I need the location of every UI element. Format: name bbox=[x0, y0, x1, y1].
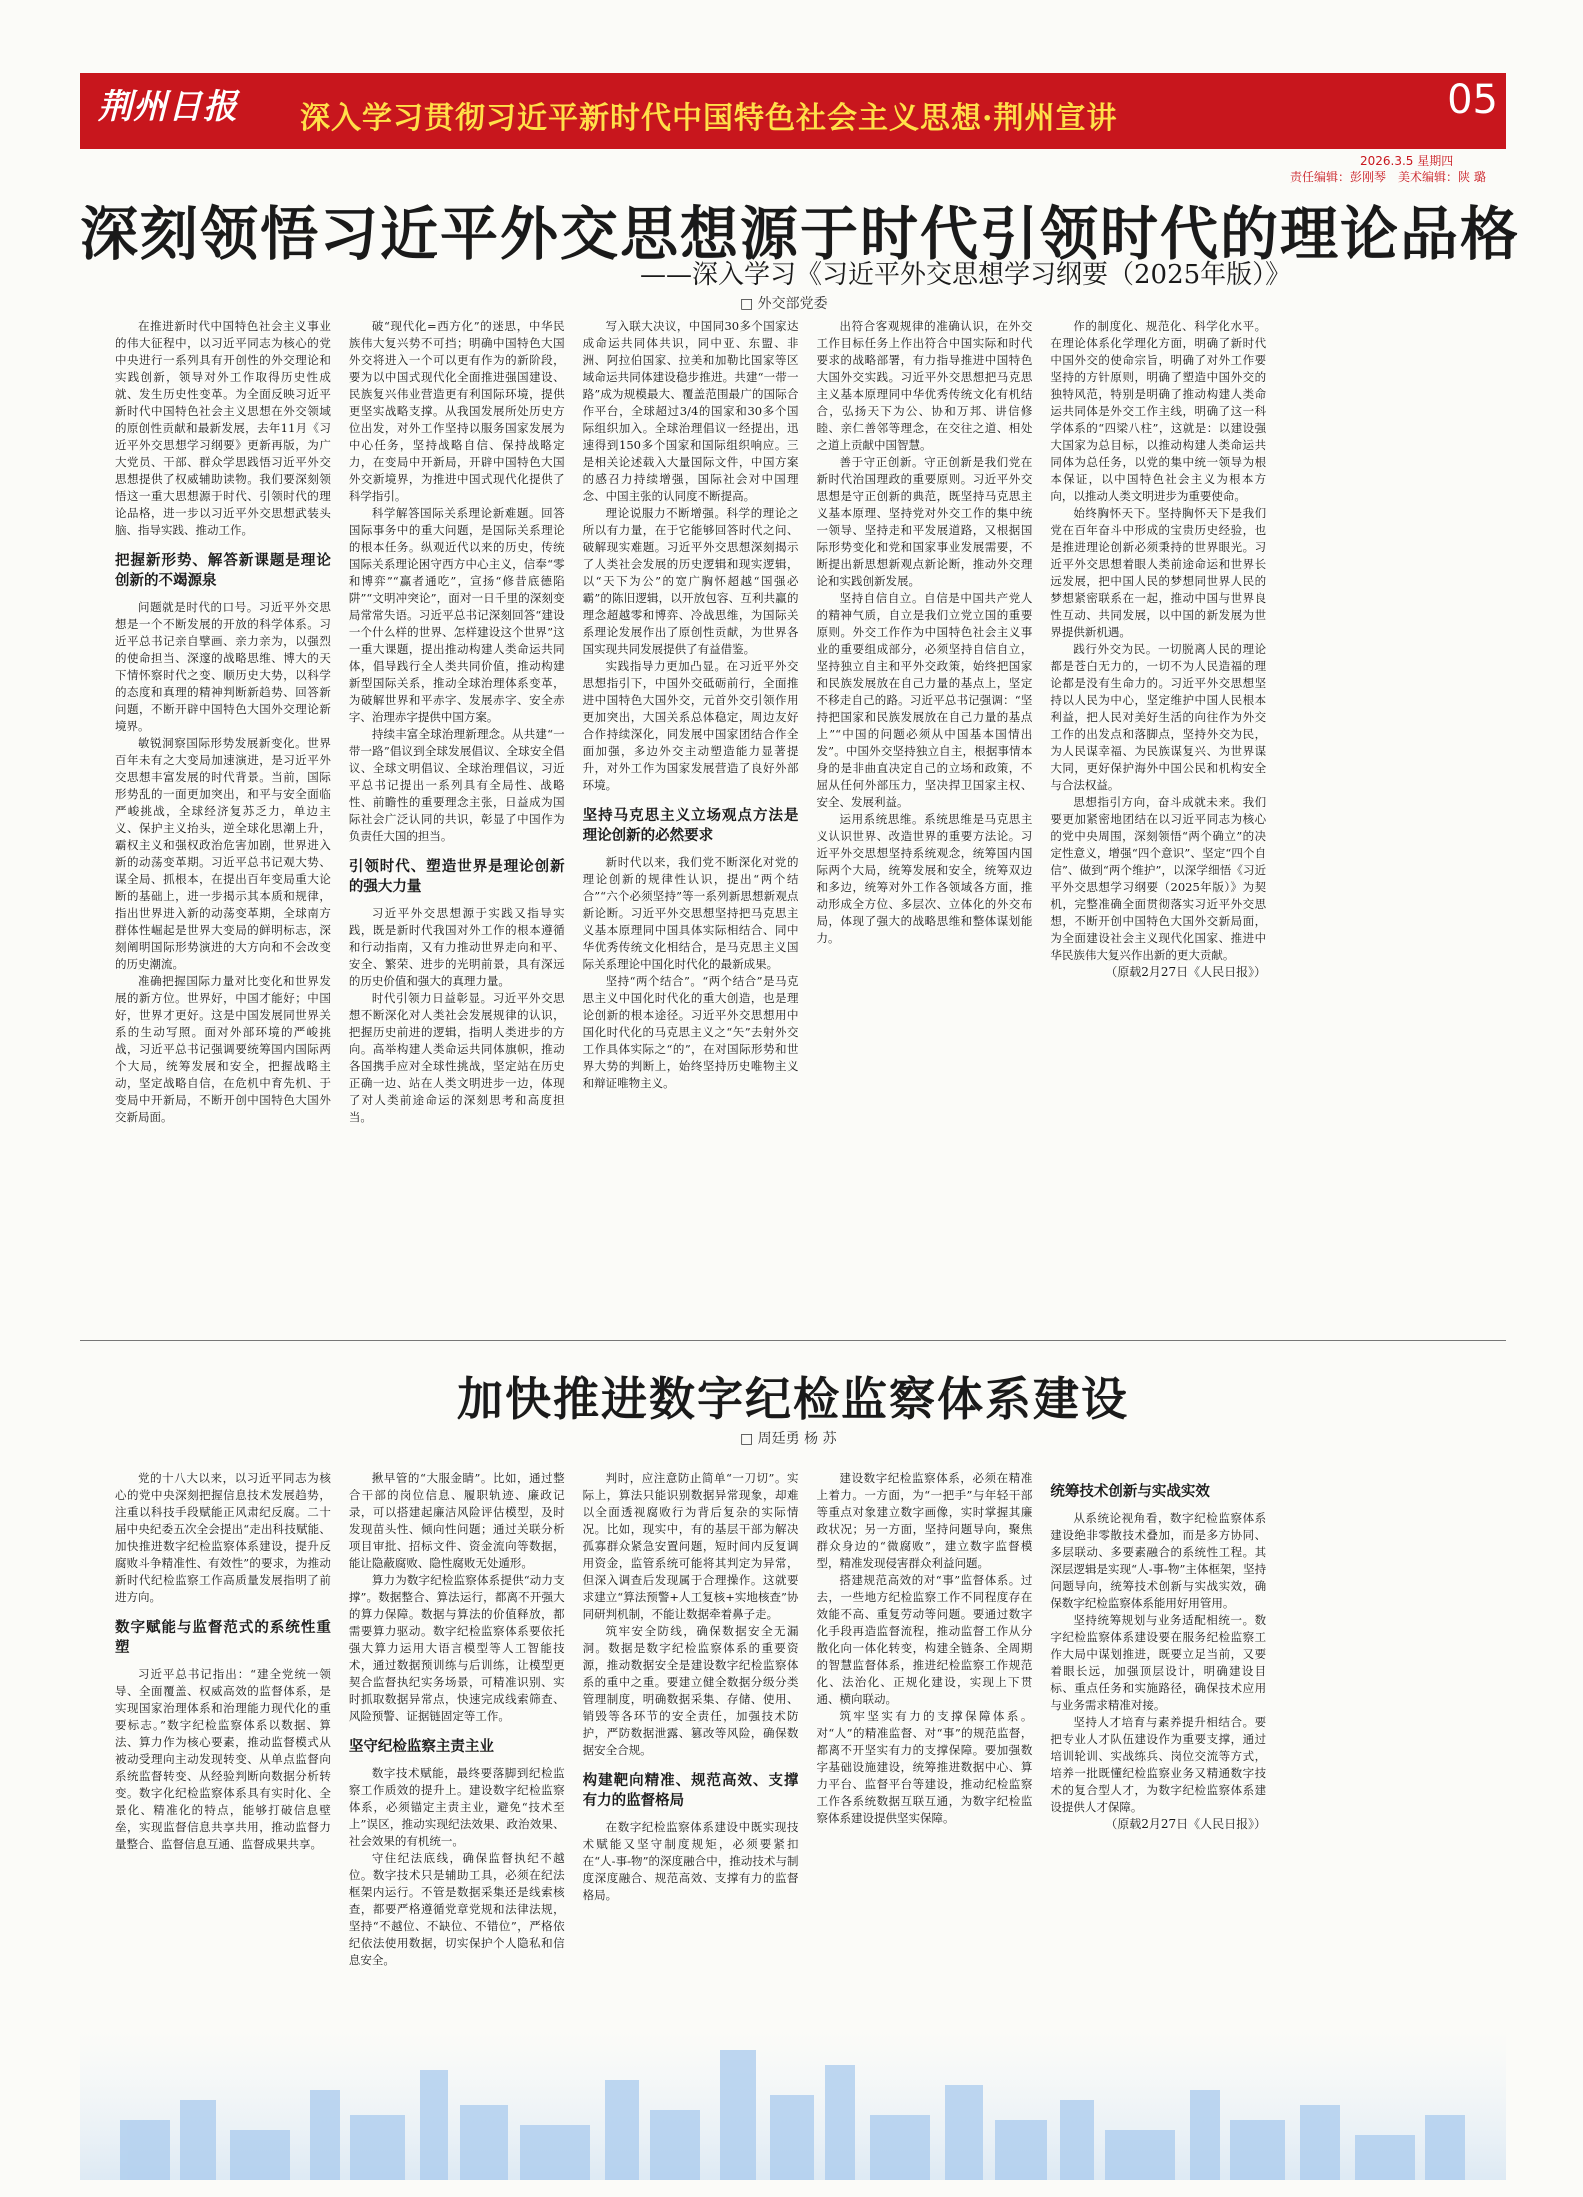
paragraph: 坚持“两个结合”。“两个结合”是马克思主义中国化时代化的重大创造，也是理论创新的根本途径。习近平外交思想用中国化时代化的马克思主义之“矢”去射外交工作具体实际之“的”，在对国际形势和世界大势的判断上，始终坚持历史唯物主义和辩证唯物主义。 bbox=[582, 974, 799, 1090]
article2-column bbox=[816, 1470, 1032, 2015]
section-heading: 坚持马克思主义立场观点方法是理论创新的必然要求 bbox=[582, 808, 799, 844]
paragraph: 搭建规范高效的对“事”监督体系。过去，一些地方纪检监察工作不同程度存在效能不高、重复劳动等问题。要通过数字化手段再造监督流程，推动监督工作从分散化向一体化转变，构建全链条、全周期的智慧监督体系，推进纪检监察工作规范化、法治化、正规化建设，实现上下贯通、横向联动。 bbox=[816, 1573, 1033, 1706]
article1-column bbox=[1050, 318, 1266, 1330]
article1-column bbox=[349, 318, 565, 1330]
paragraph: 持续丰富全球治理新理念。从共建“一带一路”倡议到全球发展倡议、全球安全倡议、全球文明倡议、全球治理倡议，习近平总书记提出一系列具有全局性、战略性、前瞻性的重要理念主张，日益成为国际社会广泛认同的共识，彰显了中国作为负责任大国的担当。 bbox=[348, 727, 565, 843]
paragraph: 思想指引方向，奋斗成就未来。我们要更加紧密地团结在以习近平同志为核心的党中央周围，深刻领悟“两个确立”的决定性意义，增强“四个意识”、坚定“四个自信”、做到“两个维护”，以深学细悟《习近平外交思想学习纲要（2025年版）》为契机，完整准确全面贯彻落实习近平外交思想，不断开创中国特色大国外交新局面，为全面建设社会主义现代化国家、推进中华民族伟大复兴作出新的更大贡献。 bbox=[1050, 795, 1267, 962]
section-heading: 统筹技术创新与实战实效 bbox=[1050, 1484, 1210, 1500]
paragraph: 坚持人才培育与素养提升相结合。要把专业人才队伍建设作为重要支撑，通过培训轮训、实战练兵、岗位交流等方式，培养一批既懂纪检监察业务又精通数字技术的复合型人才，为数字纪检监察体系建设提供人才保障。 bbox=[1050, 1715, 1267, 1814]
paragraph: 算力为数字纪检监察体系提供“动力支撑”。数据整合、算法运行，都离不开强大的算力保障。数据与算法的价值释放，都需要算力驱动。数字纪检监察体系要依托强大算力运用大语言模型等人工智能技术，通过数据预训练与后训练，让模型更契合监督执纪实务场景，可精准识别、实时抓取数据异常点，快速完成线索筛查、风险预警、证据链固定等工作。 bbox=[348, 1573, 565, 1723]
paragraph: 践行外交为民。一切脱离人民的理论都是苍白无力的，一切不为人民造福的理论都是没有生命力的。习近平外交思想坚持以人民为中心，坚定维护中国人民根本利益，把人民对美好生活的向往作为外交工作的出发点和落脚点，坚持外交为民，为人民谋幸福、为民族谋复兴、为世界谋大同，更好保护海外中国公民和机构安全与合法权益。 bbox=[1050, 642, 1267, 792]
paragraph: 坚持统筹规划与业务适配相统一。数字纪检监察体系建设要在服务纪检监察工作大局中谋划推进，既要立足当前，又要着眼长远，加强顶层设计，明确建设目标、重点任务和实施路径，确保技术应用与业务需求精准对接。 bbox=[1050, 1613, 1267, 1712]
paragraph: 从系统论视角看，数字纪检监察体系建设绝非零散技术叠加，而是多方协同、多层联动、多要素融合的系统性工程。其深层逻辑是实现“人-事-物”主体框架，坚持问题导向，统筹技术创新与实战实效，确保数字纪检监察体系能用好用管用。 bbox=[1050, 1511, 1267, 1610]
section-heading: 构建靶向精准、规范高效、支撑有力的监督格局 bbox=[582, 1773, 799, 1809]
paragraph: 作的制度化、规范化、科学化水平。在理论体系化学理化方面，明确了新时代中国外交的使命宗旨，明确了对外工作要坚持的方针原则，明确了塑造中国外交的独特风范，特别是明确了推动构建人类命运共同体是外交工作主线，明确了这一科学体系的“四梁八柱”，这就是：以建设强大国家为总目标，以推动构建人类命运共同体为总任务，以党的集中统一领导为根本保证，以中国特色社会主义为根本方向，以推动人类文明进步为重要使命。 bbox=[1050, 319, 1267, 503]
top-rule bbox=[80, 148, 1506, 149]
paragraph: 写入联大决议，中国同30多个国家达成命运共同体共识，同中亚、东盟、非洲、阿拉伯国家、拉美和加勒比国家等区域命运共同体建设稳步推进。共建“一带一路”成为规模最大、覆盖范围最广的国际合作平台，全球超过3/4的国家和30多个国际组织加入。全球治理倡议一经提出，迅速得到150多个国家和国际组织响应。三是相关论述载入大量国际文件，中国方案的感召力持续增强，国际社会对中国理念、中国主张的认同度不断提高。 bbox=[582, 319, 799, 503]
paragraph: 破“现代化=西方化”的迷思，中华民族伟大复兴势不可挡；明确中国特色大国外交将进入一个可以更有作为的新阶段，要为以中国式现代化全面推进强国建设、民族复兴伟业营造更有利国际环境，提供更坚实战略支撑。从我国发展所处历史方位出发，对外工作坚持以服务国家发展为中心任务，坚持战略自信、保持战略定力，在变局中开新局，开辟中国特色大国外交新境界，为推进中国式现代化提供了科学指引。 bbox=[348, 319, 565, 503]
article2-headline: 加快推进数字纪检监察体系建设 bbox=[457, 1372, 1129, 1426]
article2-column bbox=[1050, 1470, 1266, 2015]
article1-column-spacer bbox=[1284, 318, 1500, 1330]
edition-date: 2026.3.5 星期四 bbox=[1360, 154, 1454, 168]
paragraph: 守住纪法底线，确保监督执纪不越位。数字技术只是辅助工具，必须在纪法框架内运行。不管是数据采集还是线索核查，都要严格遵循党章党规和法律法规，坚持“不越位、不缺位、不错位”，严格依纪依法使用数据，切实保护个人隐私和信息安全。 bbox=[348, 1851, 565, 1967]
paragraph: 问题就是时代的口号。习近平外交思想是一个不断发展的开放的科学体系。习近平总书记亲自擘画、亲力亲为，以强烈的使命担当、深邃的战略思维、博大的天下情怀察时代之变、顺历史大势，以科学的态度和真理的精神判断新趋势、回答新问题，不断开辟中国特色大国外交理论新境界。 bbox=[115, 600, 331, 733]
paragraph: 时代引领力日益彰显。习近平外交思想不断深化对人类社会发展规律的认识，把握历史前进的逻辑，指明人类进步的方向。高举构建人类命运共同体旗帜，推动各国携手应对全球性挑战，坚定站在历史正确一边、站在人类文明进步一边，体现了对人类前途命运的深刻思考和高度担当。 bbox=[348, 991, 565, 1124]
article2-body bbox=[115, 1470, 1500, 2015]
section-heading: 引领时代、塑造世界是理论创新的强大力量 bbox=[348, 859, 565, 895]
paragraph: 运用系统思维。系统思维是马克思主义认识世界、改造世界的重要方法论。习近平外交思想坚持系统观念，统筹国内国际两个大局，统筹发展和安全，统筹双边和多边，统筹对外工作各领域各方面，推动形成全方位、多层次、立体化的外交布局，体现了强大的战略思维和整体谋划能力。 bbox=[816, 812, 1033, 945]
page-number: 05 bbox=[1447, 77, 1498, 123]
paragraph: 数字技术赋能，最终要落脚到纪检监察工作质效的提升上。建设数字纪检监察体系，必须锚定主责主业，避免“技术至上”误区，推动实现纪法效果、政治效果、社会效果的有机统一。 bbox=[348, 1766, 565, 1848]
paragraph: 新时代以来，我们党不断深化对党的理论创新的规律性认识，提出“两个结合”“六个必须坚持”等一系列新思想新观点新论断。习近平外交思想坚持把马克思主义基本原理同中国具体实际相结合、同中华优秀传统文化相结合，是马克思主义国际关系理论中国化时代化的最新成果。 bbox=[582, 855, 799, 971]
paragraph: 始终胸怀天下。坚持胸怀天下是我们党在百年奋斗中形成的宝贵历史经验，也是推进理论创新必须秉持的世界眼光。习近平外交思想着眼人类前途命运和世界长远发展，把中国人民的梦想同世界人民的梦想紧密联系在一起，推动中国与世界良性互动、共同发展，以中国的新发展为世界提供新机遇。 bbox=[1050, 506, 1267, 639]
article-divider bbox=[80, 1340, 1506, 1341]
article1-headline: 深刻领悟习近平外交思想源于时代引领时代的理论品格 bbox=[80, 200, 1521, 268]
paragraph: 实践指导力更加凸显。在习近平外交思想指引下，中国外交砥砺前行，全面推进中国特色大国外交，元首外交引领作用更加突出，大国关系总体稳定，周边友好合作持续深化，同发展中国家团结合作全面加强，多边外交主动塑造能力显著提升，对外工作为国家发展营造了良好外部环境。 bbox=[582, 659, 799, 792]
article1-byline: □ 外交部党委 bbox=[740, 296, 828, 312]
paragraph: 准确把握国际力量对比变化和世界发展的新方位。世界好，中国才能好；中国好，世界才更好。这是中国发展同世界关系的生动写照。面对外部环境的严峻挑战，习近平总书记强调要统筹国内国际两个大局，统筹发展和安全，把握战略主动，坚定战略自信，在危机中育先机、于变局中开新局，不断开创中国特色大国外交新局面。 bbox=[115, 974, 331, 1124]
paragraph: 判时，应注意防止简单“一刀切”。实际上，算法只能识别数据异常现象，却难以全面透视腐败行为背后复杂的实际情况。比如，现实中，有的基层干部为解决孤寡群众紧急安置问题，短时间内反复调用资金，监管系统可能将其判定为异常，但深入调查后发现属于合理操作。这就要求建立“算法预警+人工复核+实地核查”协同研判机制，不能让数据牵着鼻子走。 bbox=[582, 1471, 799, 1621]
article1-subtitle: ——深入学习《习近平外交思想学习纲要（2025年版）》 bbox=[640, 260, 1292, 290]
edition-editors: 责任编辑：彭刚琴 美术编辑：陕 璐 bbox=[1290, 170, 1486, 184]
paragraph: 科学解答国际关系理论新难题。回答国际事务中的重大问题，是国际关系理论的根本任务。纵观近代以来的历史，传统国际关系理论困守西方中心主义，信奉“零和博弈”“赢者通吃”，宣扬“修昔底德陷阱”“文明冲突论”，面对一日千里的深刻变局常常失语。习近平总书记深刻回答“建设一个什么样的世界、怎样建设这个世界”这一重大课题，提出推动构建人类命运共同体，倡导践行全人类共同价值，推动构建新型国际关系，推动全球治理体系变革，为破解世界和平赤字、发展赤字、安全赤字、治理赤字提供中国方案。 bbox=[348, 506, 565, 724]
section-heading: 数字赋能与监督范式的系统性重塑 bbox=[115, 1620, 331, 1656]
paragraph: 在推进新时代中国特色社会主义事业的伟大征程中，以习近平同志为核心的党中央进行一系列具有开创性的外交理论和实践创新，领导对外工作取得历史性成就、发生历史性变革。为全面反映习近平新时代中国特色社会主义思想在外交领域的原创性贡献和最新发展，去年11月《习近平外交思想学习纲要》更新再版，为广大党员、干部、群众学思践悟习近平外交思想提供了权威辅助读物。我们要深刻领悟这一重大思想源于时代、引领时代的理论品格，进一步以习近平外交思想武装头脑、指导实践、推动工作。 bbox=[115, 319, 331, 537]
paragraph: 善于守正创新。守正创新是我们党在新时代治国理政的重要原则。习近平外交思想是守正创新的典范，既坚持马克思主义基本原理、坚持党对外交工作的集中统一领导、坚持走和平发展道路，又根据国际形势变化和党和国家事业发展需要，不断提出新思想新观点新论断，推动外交理论和实践创新发展。 bbox=[816, 455, 1033, 588]
paragraph: 揪早管的“大服金睛”。比如，通过整合干部的岗位信息、履职轨迹、廉政记录，可以搭建起廉洁风险评估模型，及时发现苗头性、倾向性问题；通过关联分析项目审批、招标文件、资金流向等数据，能让隐蔽腐败、隐性腐败无处遁形。 bbox=[348, 1471, 565, 1570]
paragraph: 坚持自信自立。自信是中国共产党人的精神气质，自立是我们立党立国的重要原则。外交工作作为中国特色社会主义事业的重要组成部分，必须坚持自信自立，坚持独立自主和平外交政策，始终把国家和民族发展放在自己力量的基点上，坚定不移走自己的路。习近平总书记强调：“坚持把国家和民族发展放在自己力量的基点上”“中国的问题必须从中国基本国情出发”。中国外交坚持独立自主，根据事情本身的是非曲直决定自己的立场和政策，不屈从任何外部压力，坚决捍卫国家主权、安全、发展利益。 bbox=[816, 591, 1033, 809]
masthead-banner bbox=[80, 73, 1506, 148]
article1-body bbox=[115, 318, 1500, 1330]
paragraph: 筑牢坚实有力的支撑保障体系。对“人”的精准监督、对“事”的规范监督，都离不开坚实有力的支撑保障。要加强数字基础设施建设，统筹推进数据中心、算力平台、监督平台等建设，推动纪检监察工作各系统数据互联互通，为数字纪检监察体系建设提供坚实保障。 bbox=[816, 1709, 1033, 1825]
paragraph: 敏锐洞察国际形势发展新变化。世界百年未有之大变局加速演进，是习近平外交思想丰富发展的时代背景。当前，国际形势乱的一面更加突出，和平与安全面临严峻挑战，全球经济复苏乏力，单边主义、保护主义抬头，逆全球化思潮上升，霸权主义和强权政治危害加剧，世界进入新的动荡变革期。习近平总书记观大势、谋全局、抓根本，在提出百年变局重大论断的基础上，进一步揭示其本质和规律，指出世界进入新的动荡变革期，全球南方群体性崛起是世界大变局的鲜明标志，深刻阐明国际形势演进的大方向和不会改变的历史潮流。 bbox=[115, 736, 331, 971]
article1-column bbox=[115, 318, 331, 1330]
section-heading: 把握新形势、解答新课题是理论创新的不竭源泉 bbox=[115, 553, 331, 589]
article1-column bbox=[816, 318, 1032, 1330]
paragraph: 习近平外交思想源于实践又指导实践，既是新时代我国对外工作的根本遵循和行动指南，又有力推动世界走向和平、安全、繁荣、进步的光明前景，具有深远的历史价值和强大的真理力量。 bbox=[348, 906, 565, 988]
paragraph: 党的十八大以来，以习近平同志为核心的党中央深刻把握信息技术发展趋势，注重以科技手段赋能正风肃纪反腐。二十届中央纪委五次全会提出“走出科技赋能、加快推进数字纪检监察体系建设，提升反腐败斗争精准性、有效性”的要求，为推动新时代纪检监察工作高质量发展指明了前进方向。 bbox=[115, 1471, 331, 1604]
city-skyline-illustration bbox=[80, 2030, 1506, 2180]
newspaper-logo: 荆州日报 bbox=[98, 87, 238, 127]
source-note: （原载2月27日《人民日报》） bbox=[1105, 965, 1267, 979]
paragraph: 建设数字纪检监察体系，必须在精准上着力。一方面，为“一把手”与年轻干部等重点对象建立数字画像，实时掌握其廉政状况；另一方面，坚持问题导向，聚焦群众身边的“微腐败”，建立数字监督模型，精准发现侵害群众利益问题。 bbox=[816, 1471, 1033, 1570]
paragraph: 筑牢安全防线，确保数据安全无漏洞。数据是数字纪检监察体系的重要资源，推动数据安全是建设数字纪检监察体系的重中之重。要建立健全数据分级分类管理制度，明确数据采集、存储、使用、销毁等各环节的安全责任，加强技术防护，严防数据泄露、篡改等风险，确保数据安全合规。 bbox=[582, 1624, 799, 1757]
paragraph: 习近平总书记指出：“建全党统一领导、全面覆盖、权威高效的监督体系，是实现国家治理体系和治理能力现代化的重要标志。”数字纪检监察体系以数据、算法、算力作为核心要素，推动监督模式从被动受理向主动发现转变、从单点监督向系统监督转变、从经验判断向数据分析转变。数字化纪检监察体系具有实时化、全景化、精准化的特点，能够打破信息壁垒，实现监督信息共享共用，推动监督力量整合、监督信息互通、监督成果共享。 bbox=[115, 1667, 331, 1851]
edition-info bbox=[1290, 153, 1556, 185]
article2-column bbox=[349, 1470, 565, 2015]
article2-byline: □ 周廷勇 杨 苏 bbox=[740, 1431, 837, 1447]
paragraph: 理论说服力不断增强。科学的理论之所以有力量，在于它能够回答时代之问、破解现实难题。习近平外交思想深刻揭示了人类社会发展的历史逻辑和现实逻辑，以“天下为公”的宽广胸怀超越“国强必霸”的陈旧逻辑，以开放包容、互利共赢的理念超越零和博弈、冷战思维，为国际关系理论发展作出了原创性贡献，为世界各国实现共同发展提供了有益借鉴。 bbox=[582, 506, 799, 656]
paragraph: 在数字纪检监察体系建设中既实现技术赋能又坚守制度规矩，必须要紧扣在“人-事-物”的深度融合中，推动技术与制度深度融合、规范高效、支撑有力的监督格局。 bbox=[582, 1820, 799, 1902]
paragraph: 出符合客观规律的准确认识，在外交工作目标任务上作出符合中国实际和时代要求的战略部署，有力指导推进中国特色大国外交实践。习近平外交思想把马克思主义基本原理同中华优秀传统文化有机结合，弘扬天下为公、协和万邦、讲信修睦、亲仁善邻等理念，在交往之道、相处之道上贡献中国智慧。 bbox=[816, 319, 1033, 452]
article2-column bbox=[583, 1470, 799, 2015]
article1-column bbox=[583, 318, 799, 1330]
article2-column bbox=[115, 1470, 331, 2015]
section-heading: 坚守纪检监察主责主业 bbox=[348, 1739, 494, 1755]
banner-title: 深入学习贯彻习近平新时代中国特色社会主义思想·荆州宣讲 bbox=[300, 101, 1118, 136]
source-note: （原载2月27日《人民日报》） bbox=[1105, 1817, 1267, 1831]
